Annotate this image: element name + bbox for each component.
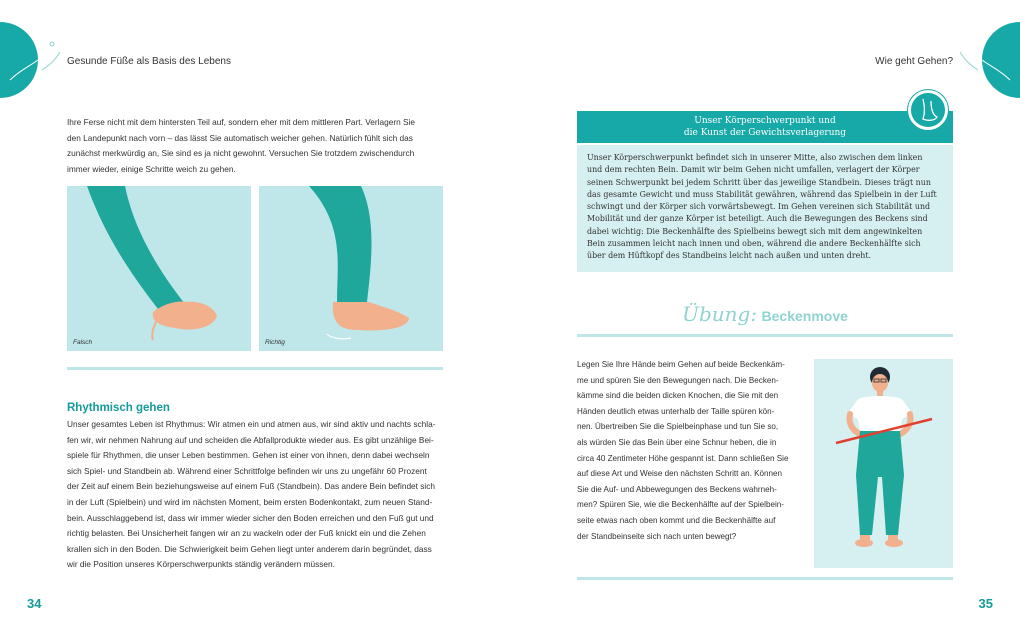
photo-caption: Falsch	[73, 339, 93, 346]
text-line: der Zeit auf einem Bein beziehungsweise auf einem Fuß (Standbein). Das andere Bein befindet sich	[67, 481, 436, 492]
text-line: spiele für Rhythmen, die unser Leben bestimmen. Gehen ist einer von ihnen, denn dabei wechseln	[67, 450, 430, 461]
section-paragraph	[67, 417, 443, 573]
walking-foot-correct-illustration	[259, 186, 443, 351]
text-line: fen wir, wir nehmen Nahrung auf und scheiden die Abfallprodukte wieder aus. Es gibt unzählige Bei-	[67, 434, 434, 445]
text-line: seinen Schwerpunkt bei jedem Schritt über das jeweilige Standbein. Dieses trägt nun	[587, 177, 931, 187]
divider	[577, 334, 953, 337]
text-line: zunächst merkwürdig an, Sie sind es ja nicht gewohnt. Versuchen Sie trotzdem zwischendurch	[67, 148, 415, 159]
text-line: der Standbeinseite sich nach unten bewegt?	[577, 531, 737, 541]
text-line: bein. Ausschlaggebend ist, dass wir immer wieder sicher den Boden erreichen und den Fuß gut und	[67, 512, 434, 523]
text-line: Bein zusammen leicht nach innen und oben, während die andere Beckenhälfte sich	[587, 239, 921, 249]
text-line: me und spüren Sie den Bewegungen nach. Die Becken-	[577, 375, 779, 385]
text-line: Unser gesamtes Leben ist Rhythmus: Wir atmen ein und atmen aus, wir sind aktiv und nachts schla-	[67, 419, 436, 429]
text-line: schwingt und der Körper sich vorwärtsbewegt. Im Gehen vereinen sich Stabilität und	[587, 202, 931, 212]
foot-line-art-icon	[2, 30, 64, 90]
right-page	[510, 0, 1020, 644]
text-line: men? Spüren Sie, wie die Beckenhälfte auf der Spielbein-	[577, 500, 784, 510]
photo-richtig	[259, 186, 443, 351]
title-line: die Kunst der Gewichtsverlagerung	[683, 128, 847, 138]
text-line: seite etwas nach oben kommt und die Beckenhälfte auf	[577, 515, 776, 525]
running-head: Wie geht Gehen?	[875, 56, 953, 67]
divider	[577, 577, 953, 580]
foot-badge-icon	[908, 90, 948, 130]
text-line: den Landepunkt nach vorn – das lässt Sie automatisch weicher gehen. Natürlich fühlt sich das	[67, 132, 413, 143]
text-line: und dem rechten Bein. Damit wir beim Gehen nicht umfallen, verlagert der Körper	[587, 165, 920, 175]
text-line: Sie die Auf- und Abbewegungen des Beckens wahrneh-	[577, 484, 777, 494]
text-line: das gesamte Gewicht und muss Stabilität gewähren, während das Spielbein in der Luft	[587, 189, 937, 199]
text-line: dabei wichtig: Die Beckenhälfte des Spielbeins bewegt sich mit dem angewinkelten	[587, 226, 923, 236]
info-box-title	[577, 111, 953, 143]
text-line: Ihre Ferse nicht mit dem hintersten Teil auf, sondern eher mit dem mittleren Part. Verlagern Sie	[67, 117, 416, 127]
page-number: 34	[27, 596, 42, 611]
text-line: Unser Körperschwerpunkt befindet sich in unserer Mitte, also zwischen dem linken	[587, 153, 923, 162]
exercise-paragraph	[577, 357, 809, 544]
photo-falsch	[67, 186, 251, 351]
exercise-figure	[814, 359, 953, 568]
running-head: Gesunde Füße als Basis des Lebens	[67, 56, 231, 67]
text-line: sich Spiel- und Standbein ab. Während einer Schrittfolge befinden wir uns zu ungefähr 60 Prozent	[67, 465, 427, 476]
page-number: 35	[978, 596, 993, 611]
divider	[67, 367, 443, 370]
person-illustration	[814, 359, 953, 568]
text-line: kämme sind die beiden dicken Knochen, die Sie mit den	[577, 391, 779, 401]
text-line: nen. Übertreiben Sie die Spielbeinphase und tun Sie so,	[577, 422, 779, 432]
text-line: krallen sich in den Boden. Die Schwierigkeit beim Gehen liegt unter anderem darin begründet, dass	[67, 543, 432, 554]
exercise-label: Übung:	[682, 302, 758, 326]
text-line: wir die Position unseres Körperschwerpunkts ständig verändern müssen.	[67, 559, 335, 570]
photo-caption: Richtig	[265, 339, 285, 346]
foot-line-art-icon	[956, 30, 1018, 90]
intro-paragraph	[67, 115, 443, 177]
exercise-title	[577, 302, 953, 326]
text-line: über dem Hüftkopf des Standbeins leicht nach außen und unten dreht.	[587, 251, 872, 261]
text-line: Mobilität und der ganze Körper ist beteiligt. Auch die Bewegungen des Beckens sind	[587, 214, 928, 224]
text-line: immer wieder, einige Schritte weich zu gehen.	[67, 163, 236, 174]
title-line: Unser Körperschwerpunkt und	[694, 116, 836, 126]
text-line: als würden Sie das Bein über eine Schnur heben, die in	[577, 437, 777, 447]
walking-foot-wrong-illustration	[67, 186, 251, 351]
section-title: Rhythmisch gehen	[67, 402, 170, 414]
text-line: Händen deutlich etwas unterhalb der Taille spüren kön-	[577, 406, 775, 416]
exercise-name: Beckenmove	[761, 308, 848, 324]
text-line: in der Luft (Spielbein) und wird im nächsten Moment, beim ersten Bodenkontakt, zum neuen Stand-	[67, 496, 433, 507]
text-line: richtig belasten. Bei Unsicherheit fangen wir an zu wackeln oder der Fuß knickt ein und die Zehen	[67, 528, 426, 539]
info-box-body	[577, 145, 953, 272]
text-line: Legen Sie Ihre Hände beim Gehen auf beide Beckenkäm-	[577, 360, 785, 369]
text-line: auf diese Art und Weise den nächsten Schritt an. Können	[577, 469, 783, 479]
text-line: circa 40 Zentimeter Höhe gespannt ist. Dann schließen Sie	[577, 453, 789, 463]
